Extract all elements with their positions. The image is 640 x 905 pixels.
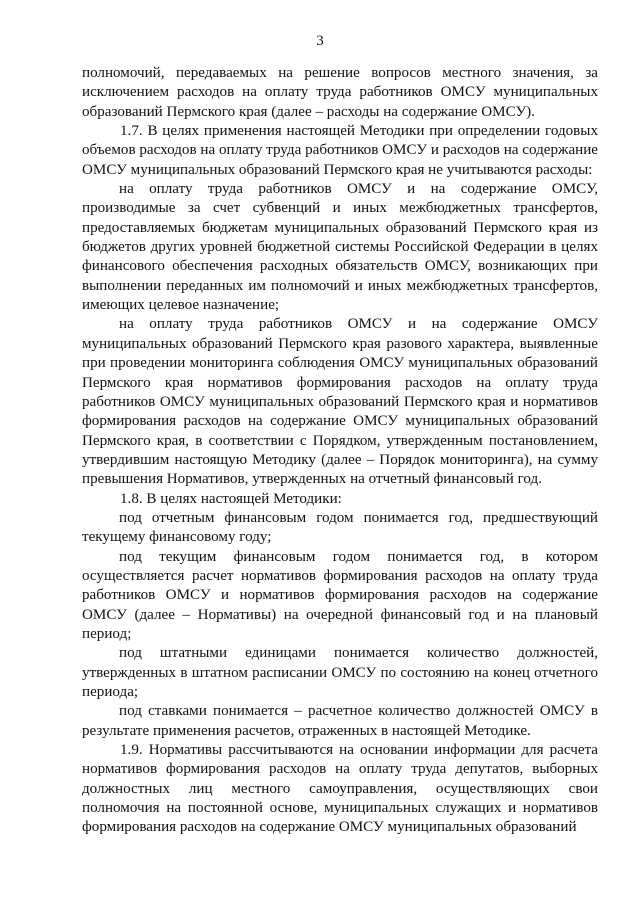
- list-item-one-time-expenses: на оплату труда работников ОМСУ и на содержание ОМСУ муниципальных образований Пермского края разового характера, выявленные при проведении мониторинга соблюдения ОМСУ муниципальных образований Пермского края нормативов формирования расходов на оплату труда работников ОМСУ муниципальных образований Пермского края и нормативов формирования расходов на содержание ОМСУ муниципальных образований Пермского края, в соответствии с Порядком, утвержденным постановлением, утвердившим настоящую Методику (далее – Порядок мониторинга), на сумму превышения Нормативов, утвержденных на отчетный финансовый год.: [82, 316, 598, 488]
- definition-current-year: под текущим финансовым годом понимается год, в котором осуществляется расчет нормативов формирования расходов на оплату труда работников ОМСУ и нормативов формирования расходов на содержание ОМСУ (далее – Нормативы) на очередной финансовый год и на плановый период;: [82, 548, 598, 642]
- paragraph-1-8: 1.8. В целях настоящей Методики:: [120, 490, 342, 507]
- definition-reporting-year: под отчетным финансовым годом понимается год, предшествующий текущему финансовому году;: [82, 509, 598, 546]
- definition-rates: под ставками понимается – расчетное количество должностей ОМСУ в результате применения расчетов, отраженных в настоящей Методике.: [82, 703, 598, 739]
- paragraph-continuation: полномочий, передаваемых на решение вопросов местного значения, за исключением расходов на оплату труда работников ОМСУ муниципальных образований Пермского края (далее – расходы на содержание ОМСУ).: [82, 65, 598, 120]
- paragraph-1-9: 1.9. Нормативы рассчитываются на основании информации для расчета нормативов формирования расходов на оплату труда депутатов, выборных должностных лиц местного самоуправления, осуществляющих свои полномочия на постоянной основе, муниципальных служащих и нормативов формирования расходов на содержание ОМСУ муниципальных образований: [82, 742, 598, 836]
- page-number: 3: [316, 33, 324, 49]
- document-body: [82, 64, 598, 838]
- paragraph-1-7: 1.7. В целях применения настоящей Методики при определении годовых объемов расходов на оплату труда работников ОМСУ и расходов на содержание ОМСУ муниципальных образований Пермского края не учитываются расходы:: [82, 123, 598, 178]
- list-item-subventions: на оплату труда работников ОМСУ и на содержание ОМСУ, производимые за счет субвенций и иных межбюджетных трансфертов, предоставляемых бюджетам муниципальных образований Пермского края из бюджетов других уровней бюджетной системы Российской Федерации в целях финансового обеспечения расходных обязательств ОМСУ, возникающих при выполнении переданных им полномочий и иных межбюджетных трансфертов, имеющих целевое назначение;: [82, 181, 598, 314]
- definition-staff-units: под штатными единицами понимается количество должностей, утвержденных в штатном расписании ОМСУ по состоянию на конец отчетного периода;: [82, 645, 598, 700]
